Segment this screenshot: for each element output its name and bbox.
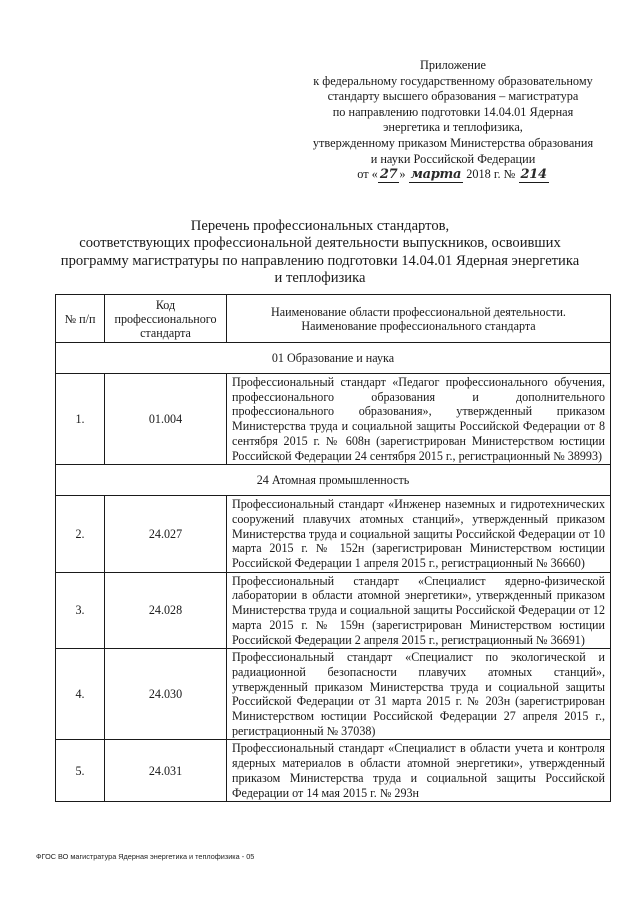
header-num: № п/п [56,295,105,343]
section-education: 01 Образование и наука [56,343,611,374]
section-row [56,465,611,496]
standards-table [55,294,611,802]
row-code: 24.027 [105,496,227,573]
title-line: соответствующих профессиональной деятельности выпускников, освоивших [79,235,561,252]
header-name [227,295,611,343]
row-name: Профессиональный стандарт «Специалист по экологической и радиационной безопасности плавучих атомных станций», утвержденный приказом Министерства труда и социальной защиты Российской Федерации от 31 марта 2015 г. № 203н (зарегистрирован Министерством юстиции Российской Федерации 27 апреля 2015 г., регистрационный № 37038) [227,649,611,740]
row-num: 1. [56,374,105,465]
row-num: 2. [56,496,105,573]
date-sep: » [399,167,406,182]
date-prefix: от « [357,167,378,182]
row-code: 24.030 [105,649,227,740]
appendix-line: энергетика и теплофизика, [383,120,523,135]
table-row [56,740,611,802]
header-code: Код профессионального стандарта [105,295,227,343]
appendix-line: Приложение [420,58,486,72]
table-row [56,496,611,573]
title-line: и теплофизика [274,269,366,286]
appendix-line: утвержденному приказом Министерства образования [312,135,594,150]
appendix-line: по направлению подготовки 14.04.01 Ядерная [332,104,574,119]
row-name: Профессиональный стандарт «Специалист в области учета и контроля ядерных материалов в области атомной энергетики», утвержденный приказом Министерства труда и социальной защиты Российской Федерации от 14 мая 2015 г. № 293н [227,740,611,802]
table-row [56,374,611,465]
appendix-line: и науки Российской Федерации [370,151,536,166]
appendix-block [296,58,610,183]
page-footer: ФГОС ВО магистратура Ядерная энергетика и теплофизика - 05 [36,852,255,861]
row-num: 5. [56,740,105,802]
row-code: 01.004 [105,374,227,465]
table-row [56,572,611,649]
document-title [40,218,600,287]
appendix-line: к федеральному государственному образовательному [313,73,593,88]
row-name: Профессиональный стандарт «Педагог профессионального обучения, профессионального образования и дополнительного профессионального образования», утвержденный приказом Министерства труда и социальной защиты Российской Федерации от 8 сентября 2015 г. № 608н (зарегистрирован Министерством юстиции Российской Федерации 24 сентября 2015 г., регистрационный № 38993) [227,374,611,465]
appendix-line: стандарту высшего образования – магистратура [327,89,579,104]
table-header-row [56,295,611,343]
section-row [56,343,611,374]
handwritten-number: 214 [520,167,547,183]
handwritten-day: 27 [379,167,398,183]
section-nuclear: 24 Атомная промышленность [56,465,611,496]
row-name: Профессиональный стандарт «Инженер наземных и гидротехнических сооружений плавучих атомных станций», утвержденный приказом Министерства труда и социальной защиты Российской Федерации от 10 марта 2015 г. № 152н (зарегистрирован Министерством юстиции Российской Федерации 1 апреля 2015 г., регистрационный № 36660) [227,496,611,573]
row-name: Профессиональный стандарт «Специалист ядерно-физической лаборатории в области атомной энергетики», утвержденный приказом Министерства труда и социальной защиты Российской Федерации от 12 марта 2015 г. № 159н (зарегистрирован Министерством юстиции Российской Федерации 2 апреля 2015 г., регистрационный № 36691) [227,572,611,649]
header-name-line2: Наименование профессионального стандарта [301,318,536,333]
header-name-line1: Наименование области профессиональной деятельности. [271,304,566,319]
year-text: 2018 г. № [466,167,516,182]
row-code: 24.028 [105,572,227,649]
row-num: 3. [56,572,105,649]
handwritten-month: марта [410,167,462,183]
title-line: программу магистратуры по направлению подготовки 14.04.01 Ядерная энергетика [60,252,580,269]
row-num: 4. [56,649,105,740]
table-row [56,649,611,740]
row-code: 24.031 [105,740,227,802]
title-line: Перечень профессиональных стандартов, [190,218,450,234]
order-date-line [296,167,610,183]
